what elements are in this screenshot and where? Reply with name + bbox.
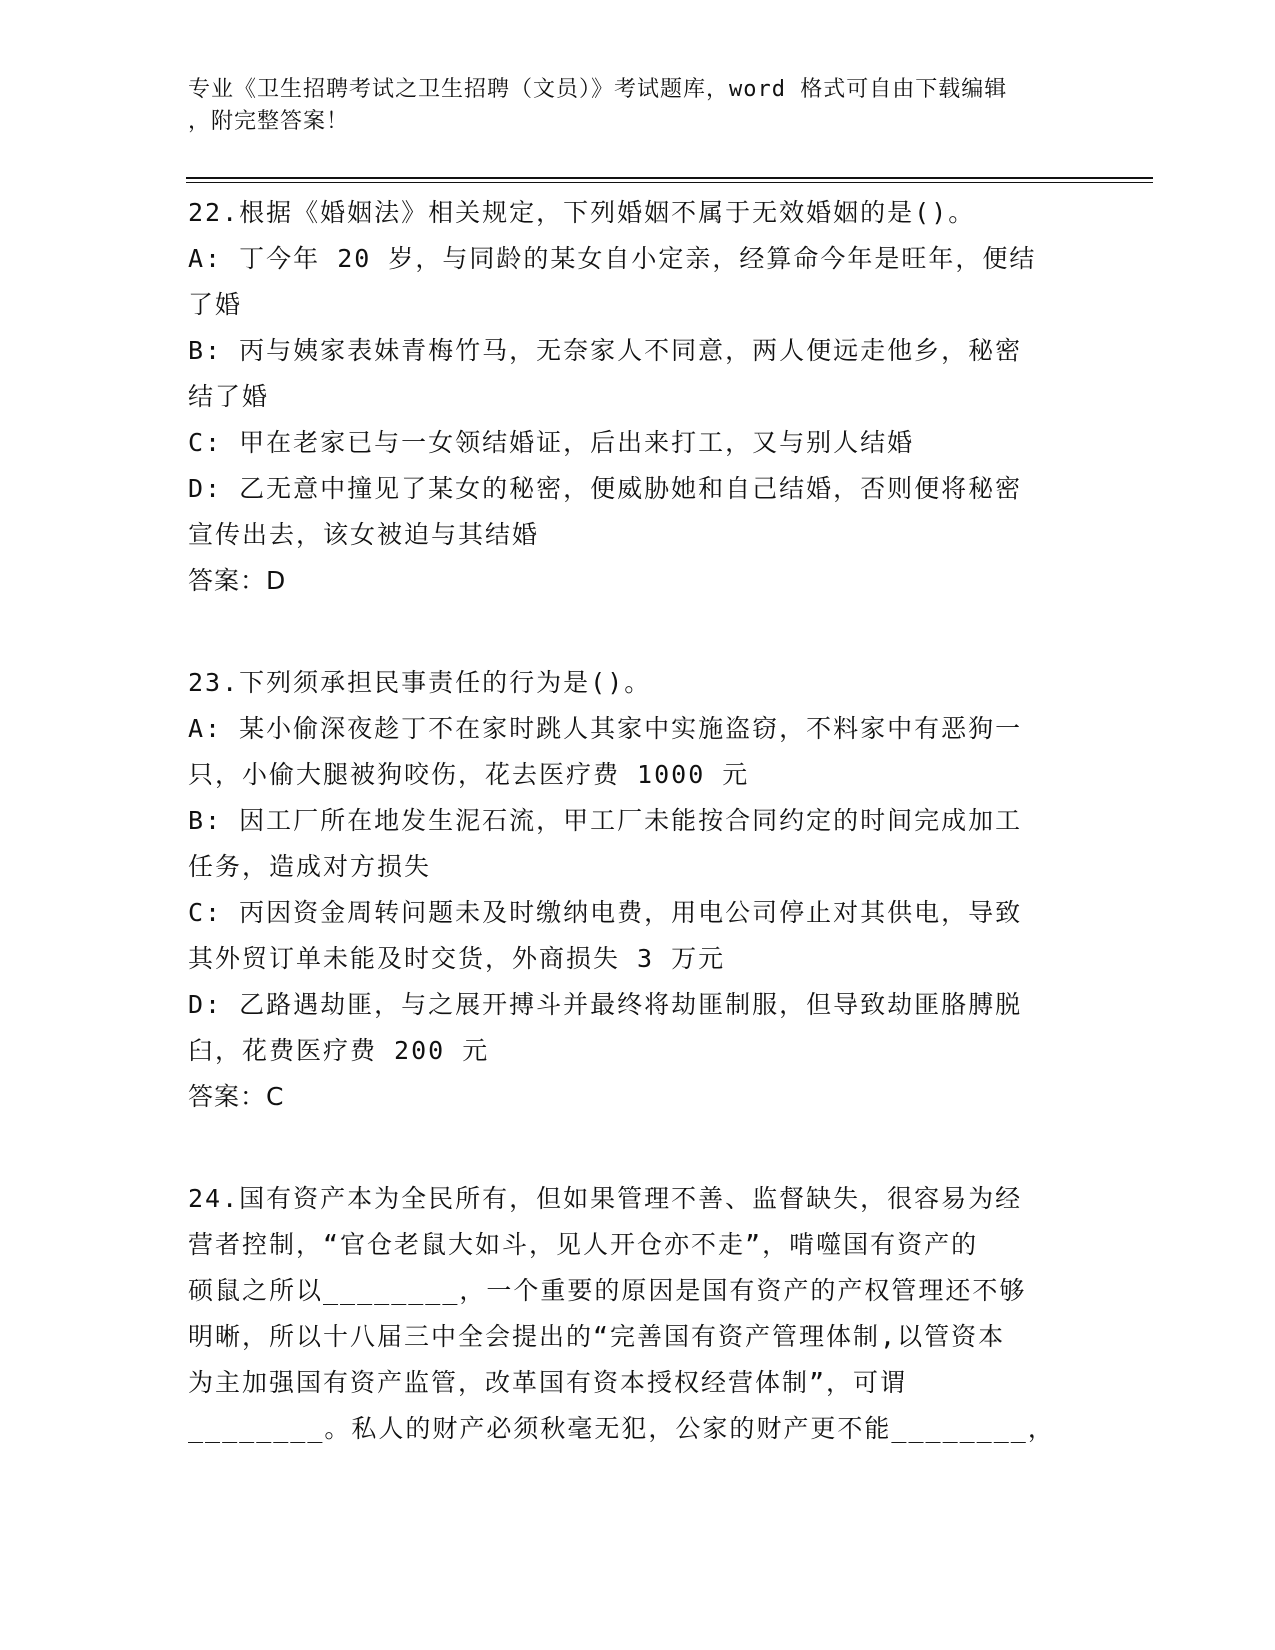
question-24: [188, 1176, 1088, 1452]
question-22: [188, 190, 1088, 604]
option-a-cont: 只，小偷大腿被狗咬伤，花去医疗费 1000 元: [188, 760, 750, 789]
question-stem-cont: 硕鼠之所以________，一个重要的原因是国有资产的产权管理还不够: [188, 1276, 1027, 1305]
header-line-1: 专业《卫生招聘考试之卫生招聘（文员）》考试题库，word 格式可自由下载编辑: [188, 77, 1008, 102]
option-d: D: 乙路遇劫匪，与之展开搏斗并最终将劫匪制服，但导致劫匪胳膊脱: [188, 990, 1023, 1019]
question-23: [188, 660, 1088, 1120]
header-divider-thin: [186, 182, 1153, 183]
option-d: D: 乙无意中撞见了某女的秘密，便威胁她和自己结婚，否则便将秘密: [188, 474, 1023, 503]
question-list: [188, 190, 1088, 1452]
header-divider-thick: [186, 177, 1153, 179]
option-b: B: 因工厂所在地发生泥石流，甲工厂未能按合同约定的时间完成加工: [188, 806, 1023, 835]
question-spacer: [188, 604, 1088, 660]
question-stem: 24.国有资产本为全民所有，但如果管理不善、监督缺失，很容易为经: [188, 1184, 1023, 1213]
option-d-cont: 宣传出去，该女被迫与其结婚: [188, 520, 540, 549]
option-a-cont: 了婚: [188, 290, 243, 319]
question-stem: 22.根据《婚姻法》相关规定，下列婚姻不属于无效婚姻的是()。: [188, 198, 976, 227]
question-spacer: [188, 1120, 1088, 1176]
option-a: A: 某小偷深夜趁丁不在家时跳人其家中实施盗窃，不料家中有恶狗一: [188, 714, 1023, 743]
option-b-cont: 结了婚: [188, 382, 270, 411]
answer-label: 答案：C: [188, 1082, 285, 1111]
question-stem-cont: 明晰，所以十八届三中全会提出的“完善国有资产管理体制,以管资本: [188, 1322, 1006, 1351]
option-b-cont: 任务，造成对方损失: [188, 852, 432, 881]
option-c: C: 丙因资金周转问题未及时缴纳电费，用电公司停止对其供电，导致: [188, 898, 1023, 927]
header-line-2: ，附完整答案！: [188, 109, 350, 134]
question-stem-cont: 为主加强国有资产监管，改革国有资本授权经营体制”，可谓: [188, 1368, 908, 1397]
question-stem-cont: 营者控制，“官仓老鼠大如斗，见人开仓亦不走”，啃噬国有资产的: [188, 1230, 979, 1259]
document-header: [188, 74, 1068, 138]
option-d-cont: 臼，花费医疗费 200 元: [188, 1036, 490, 1065]
option-a: A: 丁今年 20 岁，与同龄的某女自小定亲，经算命今年是旺年，便结: [188, 244, 1037, 273]
option-c: C: 甲在老家已与一女领结婚证，后出来打工，又与别人结婚: [188, 428, 915, 457]
question-stem: 23.下列须承担民事责任的行为是()。: [188, 668, 652, 697]
option-c-cont: 其外贸订单未能及时交货，外商损失 3 万元: [188, 944, 726, 973]
question-stem-cont: ________。私人的财产必须秋毫无犯，公家的财产更不能________，: [188, 1414, 1055, 1443]
option-b: B: 丙与姨家表妹青梅竹马，无奈家人不同意，两人便远走他乡，秘密: [188, 336, 1023, 365]
answer-label: 答案：D: [188, 566, 287, 595]
